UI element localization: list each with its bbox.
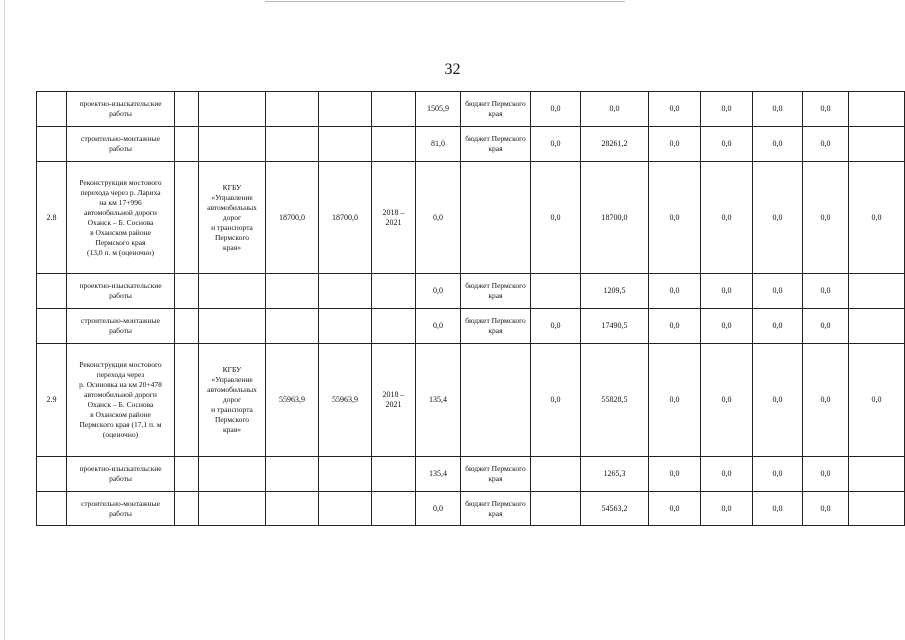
cell-c14: 0,0 <box>849 344 905 457</box>
cell-c8: 0,0 <box>531 162 581 274</box>
cell-c14 <box>849 309 905 344</box>
cell-index <box>37 127 67 162</box>
cell-c4 <box>319 309 372 344</box>
cell-c6: 81,0 <box>416 127 461 162</box>
cell-empty <box>175 274 199 309</box>
cell-c6: 0,0 <box>416 492 461 526</box>
cell-index <box>37 274 67 309</box>
cell-empty <box>175 92 199 127</box>
cell-period <box>372 309 416 344</box>
cell-c14 <box>849 92 905 127</box>
cell-c12: 0,0 <box>753 492 803 526</box>
cell-source: бюджет Пермского края <box>461 457 531 492</box>
cell-c3 <box>266 457 319 492</box>
cell-index <box>37 92 67 127</box>
cell-name: проектно-изыскательские работы <box>67 92 175 127</box>
cell-c3: 55963,9 <box>266 344 319 457</box>
cell-period: 2018 – 2021 <box>372 344 416 457</box>
cell-empty <box>175 344 199 457</box>
cell-source: бюджет Пермского края <box>461 127 531 162</box>
table-row <box>37 162 905 274</box>
cell-c3 <box>266 92 319 127</box>
budget-table <box>36 91 905 526</box>
cell-source <box>461 344 531 457</box>
cell-c10: 0,0 <box>649 162 701 274</box>
cell-c14 <box>849 127 905 162</box>
cell-period <box>372 92 416 127</box>
page-number: 32 <box>444 61 461 78</box>
cell-c9: 55828,5 <box>581 344 649 457</box>
cell-c8 <box>531 492 581 526</box>
cell-period <box>372 457 416 492</box>
cell-c4: 55963,9 <box>319 344 372 457</box>
cell-index <box>37 492 67 526</box>
cell-c14 <box>849 492 905 526</box>
cell-customer <box>199 274 266 309</box>
cell-c9: 1209,5 <box>581 274 649 309</box>
cell-c6: 0,0 <box>416 309 461 344</box>
cell-c10: 0,0 <box>649 309 701 344</box>
cell-c8: 0,0 <box>531 92 581 127</box>
cell-c4 <box>319 274 372 309</box>
cell-c13: 0,0 <box>803 344 849 457</box>
cell-c6: 0,0 <box>416 274 461 309</box>
cell-c12: 0,0 <box>753 457 803 492</box>
table-row <box>37 457 905 492</box>
cell-c4 <box>319 457 372 492</box>
cell-name: строительно-монтажные работы <box>67 127 175 162</box>
cell-c9: 1265,3 <box>581 457 649 492</box>
cell-customer: КГБУ «Управление автомобильных дорог и транспорта Пермского края» <box>199 344 266 457</box>
cell-c13: 0,0 <box>803 309 849 344</box>
cell-c3 <box>266 492 319 526</box>
cell-name: проектно-изыскательские работы <box>67 457 175 492</box>
cell-c4 <box>319 92 372 127</box>
cell-index: 2.8 <box>37 162 67 274</box>
cell-index <box>37 309 67 344</box>
cell-c8 <box>531 274 581 309</box>
cell-customer <box>199 457 266 492</box>
cell-c10: 0,0 <box>649 92 701 127</box>
cell-c14: 0,0 <box>849 162 905 274</box>
cell-source <box>461 162 531 274</box>
cell-source: бюджет Пермского края <box>461 274 531 309</box>
cell-c4: 18700,0 <box>319 162 372 274</box>
cell-c11: 0,0 <box>701 274 753 309</box>
cell-c4 <box>319 127 372 162</box>
cell-c11: 0,0 <box>701 92 753 127</box>
cell-c12: 0,0 <box>753 127 803 162</box>
table-row <box>37 309 905 344</box>
cell-period <box>372 127 416 162</box>
cell-empty <box>175 309 199 344</box>
cell-c11: 0,0 <box>701 457 753 492</box>
cell-c10: 0,0 <box>649 127 701 162</box>
cell-c3: 18700,0 <box>266 162 319 274</box>
cell-empty <box>175 492 199 526</box>
table-row <box>37 344 905 457</box>
cell-c13: 0,0 <box>803 457 849 492</box>
cell-c13: 0,0 <box>803 92 849 127</box>
cell-index <box>37 457 67 492</box>
cell-c12: 0,0 <box>753 92 803 127</box>
cell-source: бюджет Пермского края <box>461 309 531 344</box>
cell-c4 <box>319 492 372 526</box>
cell-c6: 1505,9 <box>416 92 461 127</box>
top-rule <box>265 1 625 2</box>
cell-c8 <box>531 457 581 492</box>
cell-c3 <box>266 274 319 309</box>
cell-c11: 0,0 <box>701 127 753 162</box>
cell-name: строительно-монтажные работы <box>67 492 175 526</box>
cell-c10: 0,0 <box>649 344 701 457</box>
cell-period: 2018 – 2021 <box>372 162 416 274</box>
cell-source: бюджет Пермского края <box>461 92 531 127</box>
cell-index: 2.9 <box>37 344 67 457</box>
cell-name: строительно-монтажные работы <box>67 309 175 344</box>
cell-c9: 18700,0 <box>581 162 649 274</box>
cell-source: бюджет Пермского края <box>461 492 531 526</box>
cell-customer <box>199 309 266 344</box>
cell-c13: 0,0 <box>803 162 849 274</box>
cell-empty <box>175 127 199 162</box>
table-row <box>37 127 905 162</box>
cell-c12: 0,0 <box>753 162 803 274</box>
cell-period <box>372 492 416 526</box>
cell-c9: 17490,5 <box>581 309 649 344</box>
cell-c9: 54563,2 <box>581 492 649 526</box>
cell-c8: 0,0 <box>531 344 581 457</box>
cell-c13: 0,0 <box>803 492 849 526</box>
cell-c8: 0,0 <box>531 127 581 162</box>
cell-c13: 0,0 <box>803 274 849 309</box>
cell-c3 <box>266 127 319 162</box>
cell-c6: 135,4 <box>416 457 461 492</box>
cell-name: проектно-изыскательские работы <box>67 274 175 309</box>
cell-name: Реконструкция мостового перехода через р. Осиновка на км 20+478 автомобильной дороги Оханск – Б. Соснова в Оханском районе Пермского края (17,1 п. м (оценочно) <box>67 344 175 457</box>
page-left-edge <box>4 0 5 640</box>
cell-empty <box>175 457 199 492</box>
cell-c11: 0,0 <box>701 309 753 344</box>
cell-c9: 0,0 <box>581 92 649 127</box>
cell-c10: 0,0 <box>649 492 701 526</box>
cell-c10: 0,0 <box>649 457 701 492</box>
table-row <box>37 274 905 309</box>
cell-customer <box>199 492 266 526</box>
cell-c14 <box>849 274 905 309</box>
cell-c13: 0,0 <box>803 127 849 162</box>
cell-name: Реконструкция мостового перехода через р. Лариха на км 17+996 автомобильной дороги Оханск – Б. Соснова в Оханском районе Пермского края (13,0 п. м (оценочно) <box>67 162 175 274</box>
cell-c11: 0,0 <box>701 492 753 526</box>
table-row <box>37 492 905 526</box>
cell-c10: 0,0 <box>649 274 701 309</box>
cell-c11: 0,0 <box>701 344 753 457</box>
cell-period <box>372 274 416 309</box>
cell-c3 <box>266 309 319 344</box>
cell-c6: 135,4 <box>416 344 461 457</box>
cell-c8: 0,0 <box>531 309 581 344</box>
cell-customer <box>199 127 266 162</box>
cell-c9: 28261,2 <box>581 127 649 162</box>
cell-c11: 0,0 <box>701 162 753 274</box>
cell-empty <box>175 162 199 274</box>
cell-c14 <box>849 457 905 492</box>
cell-c12: 0,0 <box>753 274 803 309</box>
cell-c12: 0,0 <box>753 344 803 457</box>
cell-c6: 0,0 <box>416 162 461 274</box>
cell-c12: 0,0 <box>753 309 803 344</box>
cell-customer <box>199 92 266 127</box>
table-row <box>37 92 905 127</box>
cell-customer: КГБУ «Управление автомобильных дорог и транспорта Пермского края» <box>199 162 266 274</box>
